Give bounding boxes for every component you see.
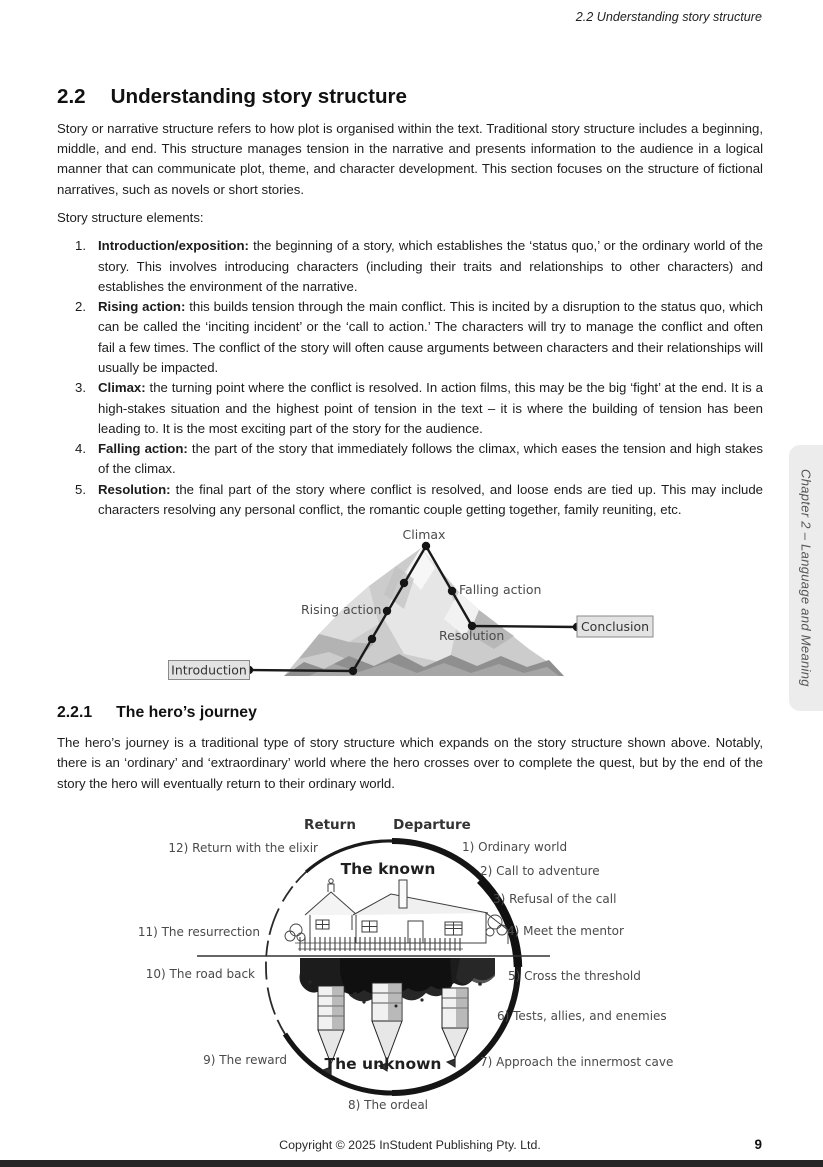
element-text (98, 480, 763, 521)
story-element-item (75, 480, 763, 521)
page-bottom-edge (0, 1160, 823, 1167)
known-world-label: The known (340, 860, 436, 878)
subsection-heading (57, 703, 763, 724)
chapter-side-tab (789, 445, 823, 711)
story-elements-list (57, 236, 763, 520)
element-number: 5. (75, 481, 86, 497)
list-lead: Story structure elements: (57, 209, 204, 225)
element-number: 3. (75, 380, 86, 396)
footer-copyright: Copyright © 2025 InStudent Publishing Pty. Ltd. (279, 1138, 541, 1152)
story-element-item (75, 378, 763, 439)
hero-journey-paragraph: The hero’s journey is a traditional type of story structure which expands on the story structure shown above. Notably, there is an ‘ordinary’ and ‘extraordinary’ world where the hero crosses over to complete the quest, but by the end of the story the hero will eventually return to their ordinary world. (57, 734, 763, 791)
falling-action-label: Falling action (459, 582, 542, 598)
stage-3-label: 3) Refusal of the call (493, 892, 617, 906)
element-term: Climax: (98, 380, 146, 396)
element-number: 4. (75, 441, 86, 457)
departure-phase-label: Departure (393, 817, 471, 833)
element-desc: the final part of the story where conflict is resolved, and loose ends are tied up. This may include characters resolving any personal conflict, the romantic couple getting together, family reuniting, etc. (98, 481, 763, 518)
element-desc: this builds tension through the main conflict. This is incited by a disruption to the status quo, which can be called the ‘inciting incident’ or the ‘call to action.’ The characters will try to manage the conflict and often fail a few times. The conflict of the story will often cause arguments between characters and their relationships will usually be impacted. (98, 299, 763, 375)
section-number: 2.2 (57, 85, 86, 108)
stage-8-label: 8) The ordeal (347, 1098, 429, 1112)
stage-7-label: 7) Approach the innermost cave (480, 1055, 674, 1069)
page-number: 9 (754, 1137, 762, 1152)
element-desc: the part of the story that immediately follows the climax, which eases the tension and high stakes of the climax. (98, 441, 763, 477)
element-text (98, 236, 763, 297)
introduction-label: Introduction (171, 662, 247, 678)
section-heading (57, 84, 763, 110)
element-term: Rising action: (98, 299, 186, 315)
stage-2-label: 2) Call to adventure (480, 864, 600, 878)
section-title: Understanding story structure (110, 85, 408, 108)
climax-label: Climax (402, 527, 446, 543)
conclusion-label: Conclusion (580, 619, 650, 635)
element-text (98, 297, 763, 378)
running-header: 2.2 Understanding story structure (575, 10, 762, 24)
stage-1-label: 1) Ordinary world (462, 840, 568, 854)
stage-9-label: 9) The reward (203, 1053, 287, 1067)
story-element-item (75, 236, 763, 297)
stage-12-label: 12) Return with the elixir (168, 841, 318, 855)
subsection-title: The hero’s journey (116, 704, 257, 722)
stage-4-label: 4) Meet the mentor (507, 924, 624, 938)
story-element-item (75, 297, 763, 378)
element-term: Introduction/exposition: (98, 238, 249, 254)
element-text (98, 439, 763, 480)
plot-structure-diagram (159, 524, 669, 684)
element-text (98, 378, 763, 439)
element-term: Resolution: (98, 481, 171, 497)
return-phase-label: Return (304, 817, 356, 833)
element-number: 2. (75, 299, 86, 315)
element-desc: the beginning of a story, which establishes the ‘status quo,’ or the ordinary world of the story. This involves introducing characters (including their traits and relationships to other characters) and establishes the environment of the narrative. (98, 238, 763, 294)
main-column (57, 0, 763, 794)
stage-10-label: 10) The road back (145, 967, 255, 981)
stage-6-label: 6) Tests, allies, and enemies (497, 1009, 667, 1023)
subsection-number: 2.2.1 (57, 704, 93, 722)
resolution-label: Resolution (439, 628, 505, 644)
element-desc: the turning point where the conflict is resolved. In action films, this may be the big ‘fight’ at the end. It is a high-stakes situation and the highest point of tension in the text – it is where the building of tension has been leading to. It is the most exciting part of the story for the audience. (98, 380, 763, 436)
element-number: 1. (75, 238, 86, 254)
story-element-item (75, 439, 763, 480)
hero-journey-diagram (0, 816, 823, 1118)
intro-paragraph: Story or narrative structure refers to how plot is organised within the text. Traditional story structure includes a beginning, middle, and end. This structure manages tension in the narrative and presents information to the audience in a logical manner that can communicate plot, theme, and character development. This section focuses on the structure of fictional narratives, such as novels or short stories. (57, 120, 763, 197)
rising-action-label: Rising action (301, 602, 382, 618)
unknown-world-label: The unknown (324, 1055, 442, 1073)
stage-11-label: 11) The resurrection (137, 925, 260, 939)
chapter-tab-label: Chapter 2 – Language and Meaning (798, 469, 814, 687)
element-term: Falling action: (98, 441, 188, 457)
house-illustration (285, 879, 508, 951)
stage-5-label: 5) Cross the threshold (508, 969, 641, 983)
